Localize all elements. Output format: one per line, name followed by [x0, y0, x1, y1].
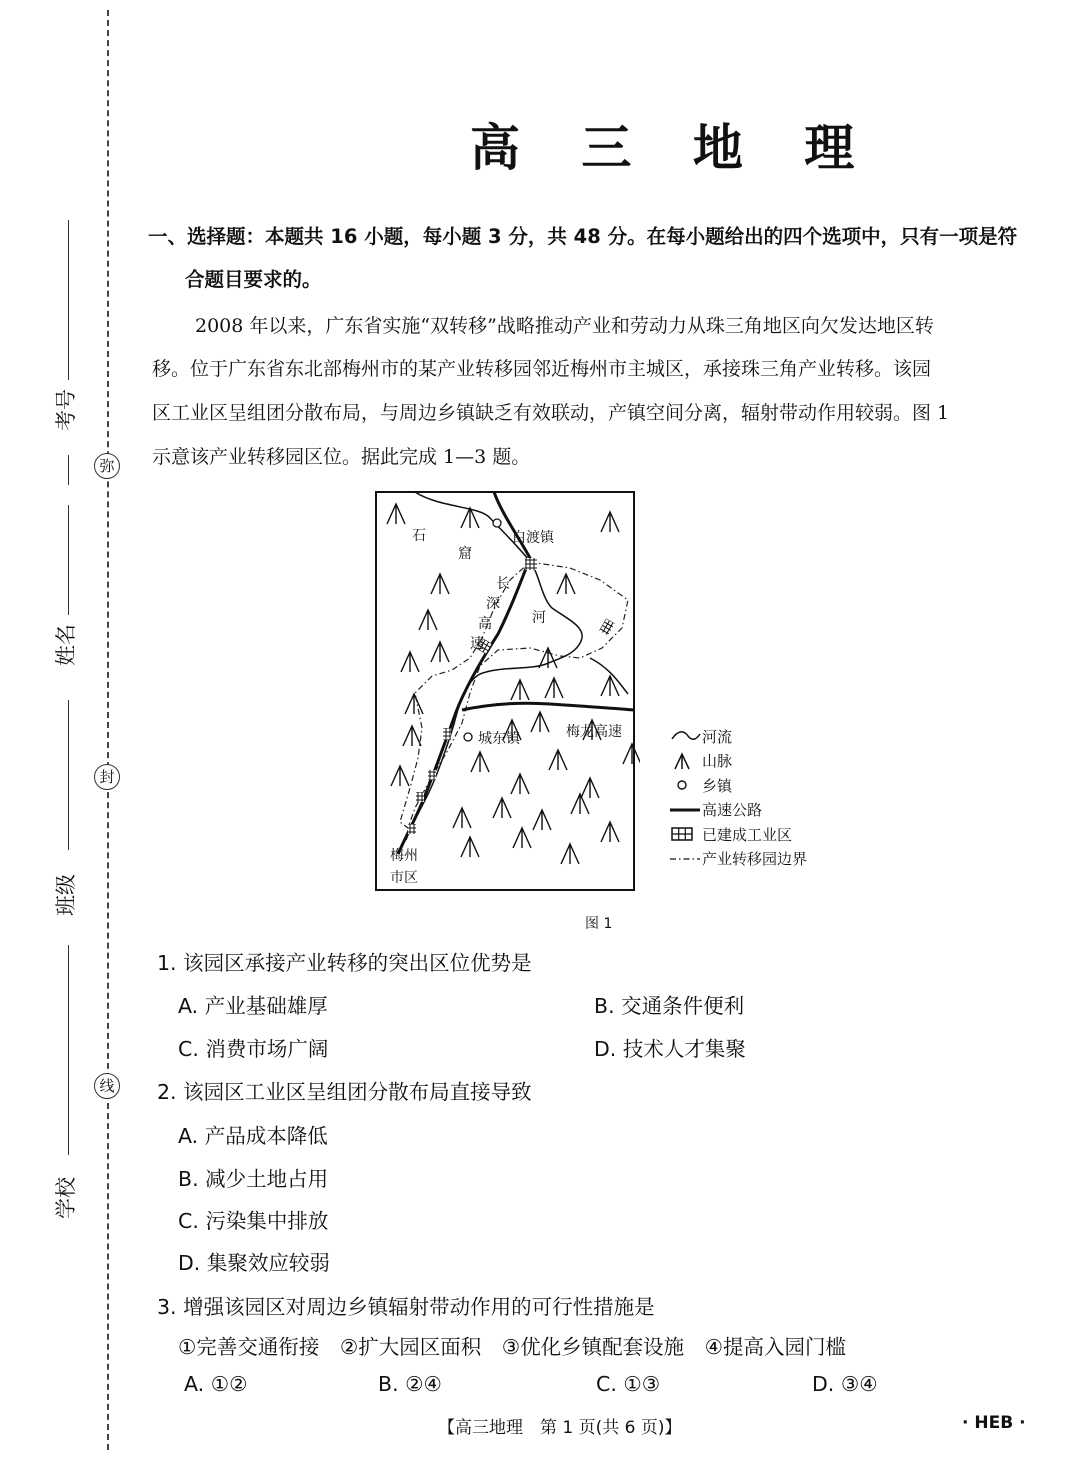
label-ku: 窟	[458, 546, 472, 562]
legend-industrial	[668, 822, 807, 847]
legend-town	[668, 773, 807, 798]
passage-line4: 示意该产业转移园区位。据此完成 1—3 题。	[152, 446, 531, 468]
name-line-2	[68, 700, 69, 850]
legend-river	[668, 724, 807, 749]
question-2-option-b[interactable]: B. 减少土地占用	[178, 1167, 329, 1191]
legend-town-label: 乡镇	[702, 776, 733, 795]
legend-boundary-label: 产业转移园边界	[702, 850, 808, 869]
town-chengdong	[464, 733, 472, 741]
section-heading-line1: 一、选择题：本题共 16 小题，每小题 3 分，共 48 分。在每小题给出的四个选项中，只有一项是符	[148, 225, 1018, 248]
label-chengdong: 城东镇	[478, 731, 520, 747]
question-2-stem: 2. 该园区工业区呈组团分散布局直接导致	[157, 1080, 532, 1104]
legend-river-label: 河流	[702, 727, 733, 746]
seal-mi: 弥	[94, 453, 120, 479]
seal-feng: 封	[94, 764, 120, 790]
passage-line2: 移。位于广东省东北部梅州市的某产业转移园邻近梅州市主城区，承接珠三角产业转移。该园	[152, 358, 932, 380]
river-legend-icon	[668, 726, 702, 746]
label-meizhou-2: 市区	[390, 870, 418, 886]
question-3-option-c[interactable]: C. ①③	[596, 1372, 661, 1396]
question-3-option-d[interactable]: D. ③④	[812, 1372, 878, 1396]
map-legend	[668, 724, 807, 871]
legend-highway	[668, 798, 807, 823]
label-shi: 石	[412, 528, 426, 544]
class-label: 班级	[54, 874, 78, 916]
industrial-zone-5	[428, 770, 436, 780]
legend-boundary	[668, 847, 807, 872]
legend-industrial-label: 已建成工业区	[702, 825, 793, 844]
label-he: 河	[532, 610, 546, 626]
name-line	[68, 505, 69, 615]
industrial-zone-1	[525, 558, 537, 570]
exam-number-line	[68, 220, 69, 380]
label-baidu: 白渡镇	[512, 530, 554, 546]
label-chang: 长	[496, 576, 510, 592]
label-meilong: 梅龙高速	[566, 724, 622, 740]
seal-xian: 线	[94, 1073, 120, 1099]
figure-caption: 图 1	[585, 916, 613, 932]
boundary-legend-icon	[668, 849, 702, 869]
question-2-option-d[interactable]: D. 集聚效应较弱	[178, 1251, 330, 1275]
question-1-option-c[interactable]: C. 消费市场广阔	[178, 1037, 329, 1061]
school-label: 学校	[54, 1177, 78, 1219]
label-meizhou-1: 梅州	[390, 848, 418, 864]
question-3-option-a[interactable]: A. ①②	[184, 1372, 248, 1396]
question-2-option-a[interactable]: A. 产品成本降低	[178, 1124, 328, 1148]
location-map	[370, 488, 640, 896]
question-3-stem: 3. 增强该园区对周边乡镇辐射带动作用的可行性措施是	[157, 1295, 655, 1319]
town-baidu	[493, 519, 501, 527]
question-1-stem: 1. 该园区承接产业转移的突出区位优势是	[157, 951, 532, 975]
question-3-statements: ①完善交通衔接 ②扩大园区面积 ③优化乡镇配套设施 ④提高入园门槛	[178, 1335, 847, 1359]
name-label: 姓名	[54, 624, 78, 666]
section-heading-line2: 合题目要求的。	[185, 268, 322, 291]
legend-mountain	[668, 749, 807, 774]
industrial-zone-legend-icon	[668, 824, 702, 844]
label-shen: 深	[486, 596, 500, 612]
highway-legend-icon	[668, 800, 702, 820]
mountain-legend-icon	[668, 751, 702, 771]
class-line	[68, 945, 69, 1155]
industrial-zone-6	[416, 792, 424, 802]
binding-dashed-line	[107, 10, 109, 1450]
exam-number-line-2	[68, 455, 69, 485]
question-1-option-b[interactable]: B. 交通条件便利	[594, 994, 745, 1018]
label-gao: 高	[478, 616, 492, 632]
question-1-option-a[interactable]: A. 产业基础雄厚	[178, 994, 328, 1018]
question-3-option-b[interactable]: B. ②④	[378, 1372, 442, 1396]
footer-page-info: 【高三地理 第 1 页(共 6 页)】	[438, 1418, 682, 1438]
industrial-zone-7	[408, 824, 416, 834]
label-su: 速	[470, 636, 484, 652]
page-title: 高 三 地 理	[470, 119, 877, 177]
question-2-option-c[interactable]: C. 污染集中排放	[178, 1209, 329, 1233]
footer-code: · HEB ·	[962, 1413, 1026, 1433]
passage-line1: 2008 年以来，广东省实施“双转移”战略推动产业和劳动力从珠三角地区向欠发达地区转	[195, 315, 934, 337]
legend-mountain-label: 山脉	[702, 752, 733, 771]
passage-line3: 区工业区呈组团分散布局，与周边乡镇缺乏有效联动，产镇空间分离，辐射带动作用较弱。图 1	[152, 402, 950, 424]
question-1-option-d[interactable]: D. 技术人才集聚	[594, 1037, 746, 1061]
legend-highway-label: 高速公路	[702, 801, 763, 820]
industrial-zone-4	[443, 728, 451, 740]
town-legend-icon	[668, 775, 702, 795]
exam-number-label: 考号	[54, 389, 78, 431]
